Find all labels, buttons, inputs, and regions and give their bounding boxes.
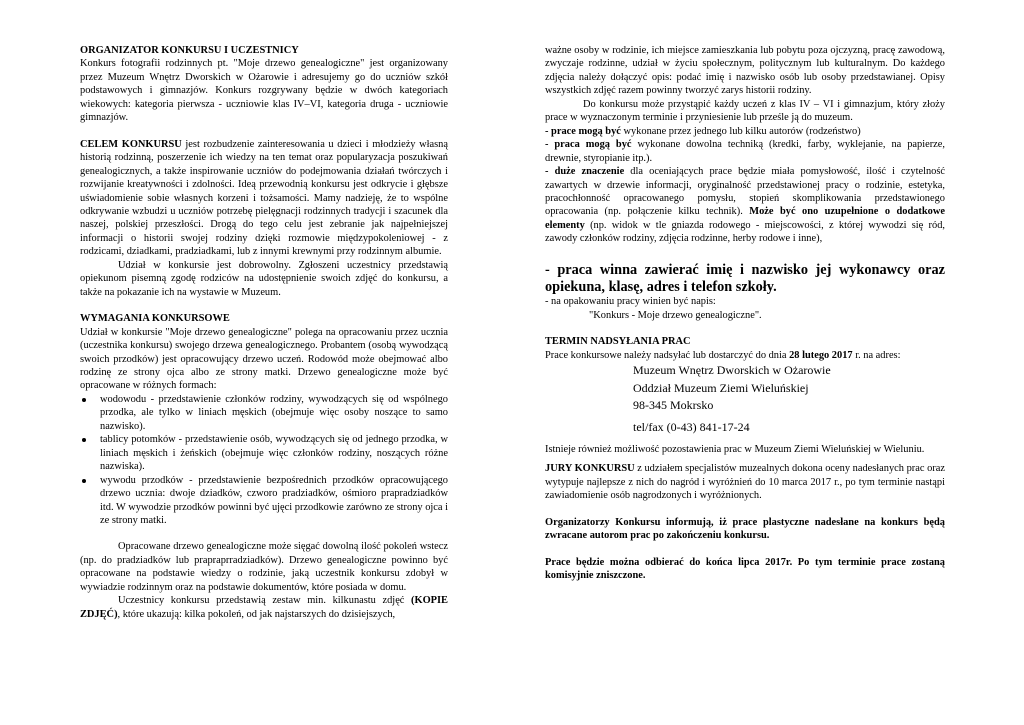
organizer-heading: ORGANIZATOR KONKURSU I UCZESTNICY bbox=[80, 45, 299, 56]
package-quote: "Konkurs - Moje drzewo genealogiczne". bbox=[589, 309, 762, 321]
exhibition-paragraph: Istnieje również możliwość pozostawienia prac w Muzeum Ziemi Wieluńskiej w Wieluniu. bbox=[545, 443, 925, 455]
bullet-icon bbox=[82, 479, 86, 483]
address-line: Oddział Muzeum Ziemi Wieluńskiej bbox=[633, 380, 809, 395]
phone-line: tel/fax (0-43) 841-17-24 bbox=[633, 420, 750, 435]
rule-authors: - prace mogą być wykonane przez jednego lub kilku autorów (rodzeństwo) bbox=[545, 125, 861, 137]
postal-address bbox=[545, 362, 945, 437]
bullet-icon bbox=[82, 398, 86, 402]
pickup-notice: Prace będzie można odbierać do końca lipca 2017r. Po tym terminie prace zostaną komisyjnie zniszczone. bbox=[545, 556, 945, 581]
requirements-heading: WYMAGANIA KONKURSOWE bbox=[80, 313, 230, 325]
package-line: - na opakowaniu pracy winien być napis: bbox=[545, 296, 716, 308]
rule-criteria: - duże znaczenie dla oceniających prace będzie miała pomysłowość, ilość i czytelność zawartych w drzewie informacji, oryginalność przedstawionej pracy o rodzinie, estetyka, pracochłonność opracowanego pomysłu, stopień skomplikowania przedstawionego opracowania (np. połączenie kilku technik). Może być ono uzupełnione o dodatkowe elementy (np. widok w tle gniazda rodowego - miejscowości, z której wywodzi się ród, zawody członków rodziny, zdjęcia rodzinne, herby rodowe i inne), bbox=[545, 166, 945, 245]
forms-list bbox=[80, 393, 448, 528]
generations-paragraph: Opracowane drzewo genealogiczne może sięgać dowolną ilość pokoleń wstecz (np. do pradziadków lub prapraprradziadków). Drzewo genealogiczne powinno być opracowane na podstawie wiedzy o rodzinie, jaką uczestnik konkursu zdobył w wywiadzie rodzinnym oraz na podstawie dokumentów, które posiada w domu. bbox=[80, 541, 448, 593]
address-line: Muzeum Wnętrz Dworskich w Ożarowie bbox=[633, 363, 831, 378]
goal-text: jest rozbudzenie zainteresowania u dzieci i młodzieży własną historią rodzinną, poszerzenie ich wiedzy na ten temat oraz popularyzacja poszukiwań genealogicznych, a także inspirowanie uczniów do podejmowania działań twórczych i rozwijanie kreatywności i zdolności. Ideą przewodnią konkursu jest odkrycie i głębsze uświadomienie sobie własnych korzeni i tożsamości. Mamy nadzieję, że to wspólne odkrywanie wzbudzi u uczniów potrzebę pielęgnacji rodzinnych tradycji i szacunek dla naszej, polskiej przeszłości. Drogą do tego celu jest zebranie jak najpełniejszej informacji o historii swojej rodziny dzięki rozmowie międzypokoleniowej - z rodzicami, dziadkami, pradziadkami, lub z innymi krewnymi przy rodzinnym albumie. bbox=[80, 138, 448, 258]
left-column bbox=[80, 44, 448, 621]
photos-continuation: ważne osoby w rodzinie, ich miejsce zamieszkania lub pobytu poza ojczyzną, pracę zawodową, zwyczaje rodzinne, udział w życiu społecznym, politycznym lub kulturalnym. Do każdego zdjęcia należy dołączyć opis: podać imię i nazwisko osób lub osoby przedstawianej. Opisy wszystkich zdjęć razem powinny tworzyć zarys historii rodziny. bbox=[545, 45, 945, 97]
list-item: tablicy potomków - przedstawienie osób, wywodzących się od jednego przodka, w liniach męskich i żeńskich (obejmuje więc członków rodziny, noszących różne nazwiska). bbox=[80, 433, 448, 473]
address-line: 98-345 Mokrsko bbox=[633, 398, 714, 413]
list-item: wywodu przodków - przedstawienie bezpośrednich przodków opracowującego drzewo ucznia: dwoje dziadków, czworo pradziadków, ośmioro prapradziadków itd. W wywodzie przodków powinni być ujęci przodkowie zarówno ze strony ojca i ze strony matki. bbox=[80, 474, 448, 528]
right-column bbox=[545, 44, 945, 582]
deadline-paragraph: Prace konkursowe należy nadsyłać lub dostarczyć do dnia 28 lutego 2017 r. na adres: bbox=[545, 349, 901, 361]
list-item: wodowodu - przedstawienie członków rodziny, wywodzących się od wspólnego przodka, ale tylko w liniach męskich (obejmuje więc osoby noszące to samo nazwisko). bbox=[80, 393, 448, 433]
participation-paragraph: Udział w konkursie jest dobrowolny. Zgłoszeni uczestnicy przedstawią opiekunom pisemną zgodę rodziców na udostępnienie swoich zdjęć do konkursu, a także na pokazanie ich na wystawie w Muzeum. bbox=[80, 259, 448, 298]
goal-paragraph bbox=[80, 138, 448, 259]
identity-notice: - praca winna zawierać imię i nazwisko jej wykonawcy oraz opiekuna, klasę, adres i telefon szkoły. bbox=[545, 261, 945, 295]
requirements-paragraph: Udział w konkursie "Moje drzewo genealogiczne" polega na opracowaniu przez ucznia (uczestnika konkursu) swojego drzewa genealogicznego. Probantem (osobą wywodzącą swoich przodków) jest opracowujący drzewo uczeń. Rodowód może obejmować albo rodzinę ze strony ojca albo ze strony matki. Drzewo genealogiczne może być opracowane w różnych formach: bbox=[80, 326, 448, 392]
goal-label: CELEM KONKURSU bbox=[80, 138, 182, 150]
rule-technique: - praca mogą być wykonane dowolna techniką (kredki, farby, wyklejanie, na papierze, drewnie, styropianie itp.). bbox=[545, 139, 946, 164]
eligibility-paragraph: Do konkursu może przystąpić każdy uczeń z klas IV – VI i gimnazjum, który złoży prace w wyznaczonym terminie i przyniesienie lub prześle ją do muzeum. bbox=[545, 98, 945, 124]
organizer-paragraph: Konkurs fotografii rodzinnych pt. "Moje drzewo genealogiczne" jest organizowany przez Muzeum Wnętrz Dworskich w Ożarowie i adresujemy go do uczniów szkół podstawowych i gimnazjów. Konkurs rozgrywany będzie w dwóch kategoriach wiekowych: kategoria pierwsza - uczniowie klas IV–VI, kategoria druga - uczniowie gimnazjów. bbox=[80, 58, 448, 124]
bullet-icon bbox=[82, 438, 86, 442]
photos-paragraph: Uczestnicy konkursu przedstawią zestaw min. kilkunastu zdjęć (KOPIE ZDJĘĆ), które ukazują: kilka pokoleń, od jak najstarszych do dzisiejszych, bbox=[80, 595, 448, 620]
jury-paragraph: JURY KONKURSU z udziałem specjalistów muzealnych dokona oceny nadesłanych prac oraz wytypuje najlepsze z nich do nagród i wyróżnień do 10 marca 2017 r., po tym terminie nastąpi zawiadomienie osób nagrodzonych i wyróżnionych. bbox=[545, 463, 945, 502]
return-notice: Organizatorzy Konkursu informują, iż prace plastyczne nadesłane na konkurs będą zwracane autorom prac po zakończeniu konkursu. bbox=[545, 516, 945, 542]
deadline-heading: TERMIN NADSYŁANIA PRAC bbox=[545, 336, 691, 348]
